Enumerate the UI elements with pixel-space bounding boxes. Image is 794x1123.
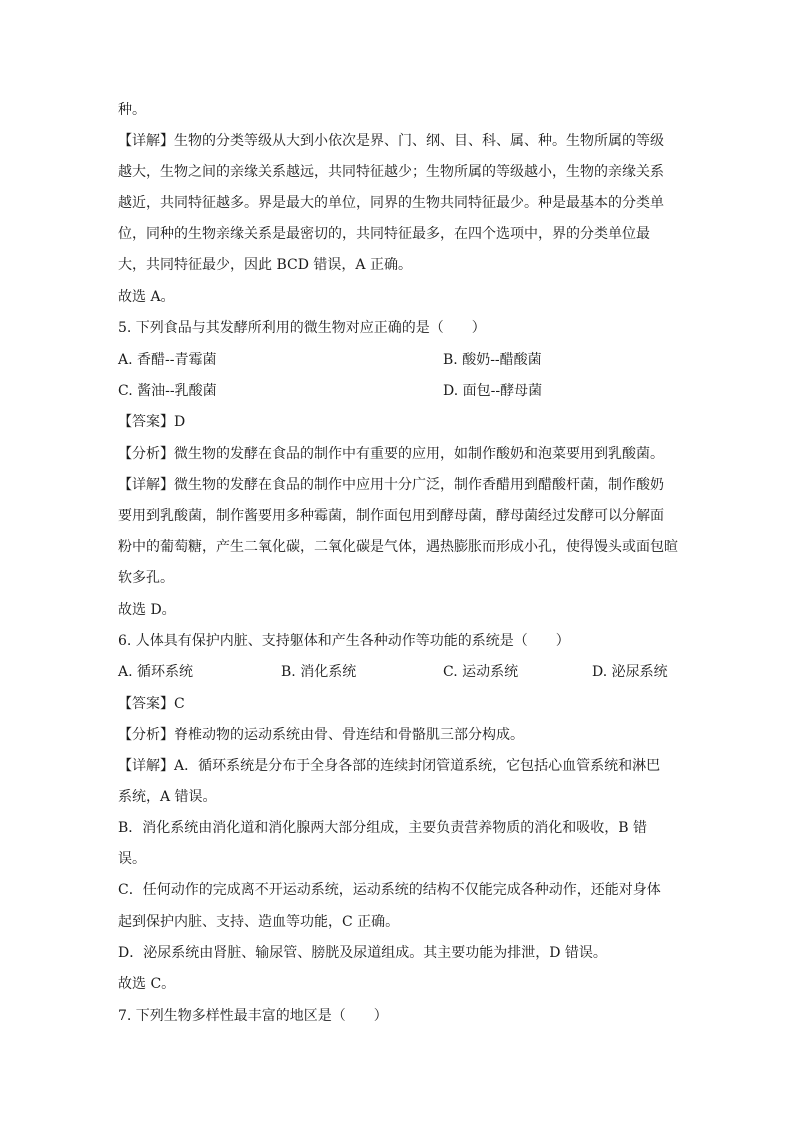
- explanation-line: 越近，共同特征越多。界是最大的单位，同界的生物共同特征最少。种是最基本的分类单: [118, 195, 664, 211]
- q6-option-a: A. 循环系统: [118, 664, 194, 680]
- explanation-line: 位，同种的生物亲缘关系是最密切的，共同特征最多，在四个选项中，界的分类单位最: [118, 226, 650, 242]
- q6-option-b: B. 消化系统: [281, 664, 357, 680]
- q6-option-c: C. 运动系统: [443, 664, 519, 680]
- q5-option-d: D. 面包--酵母菌: [443, 383, 543, 399]
- q6-selection: 故选 C。: [118, 976, 176, 992]
- q6-explanation-line: 误。: [118, 851, 146, 867]
- q6-explanation-line: B．消化系统由消化道和消化腺两大部分组成，主要负责营养物质的消化和吸收，B 错: [118, 820, 648, 836]
- q5-selection: 故选 D。: [118, 602, 176, 618]
- q5-explanation-line: 粉中的葡萄糖，产生二氧化碳，二氧化碳是气体，遇热膨胀而形成小孔，使得馒头或面包暄: [118, 539, 678, 555]
- q6-explanation-line: 【详解】A．循环系统是分布于全身各部的连续封闭管道系统，它包括心血管系统和淋巴: [118, 758, 661, 774]
- q6-answer: 【答案】C: [118, 696, 185, 712]
- explanation-line: 越大，生物之间的亲缘关系越远，共同特征越少；生物所属的等级越小，生物的亲缘关系: [118, 164, 664, 180]
- question-6: 6. 人体具有保护内脏、支持躯体和产生各种动作等功能的系统是（ ）: [118, 633, 570, 649]
- q6-option-d: D. 泌尿系统: [592, 664, 668, 680]
- explanation-line: 【详解】生物的分类等级从大到小依次是界、门、纲、目、科、属、种。生物所属的等级: [118, 133, 664, 149]
- q6-explanation-line: 系统，A 错误。: [118, 789, 217, 805]
- q5-option-a: A. 香醋--青霉菌: [118, 352, 217, 368]
- q5-option-c: C. 酱油--乳酸菌: [118, 383, 217, 399]
- q5-answer: 【答案】D: [118, 414, 186, 430]
- q6-explanation-line: C．任何动作的完成离不开运动系统，运动系统的结构不仅能完成各种动作，还能对身体: [118, 882, 661, 898]
- text-line: 种。: [118, 102, 146, 118]
- q5-explanation-line: 【详解】微生物的发酵在食品的制作中应用十分广泛，制作香醋用到醋酸杆菌，制作酸奶: [118, 477, 664, 493]
- question-5: 5. 下列食品与其发酵所利用的微生物对应正确的是（ ）: [118, 320, 486, 336]
- q5-option-b: B. 酸奶--醋酸菌: [443, 352, 542, 368]
- question-7: 7. 下列生物多样性最丰富的地区是（ ）: [118, 1008, 388, 1024]
- q6-explanation-line: D．泌尿系统由肾脏、输尿管、膀胱及尿道组成。其主要功能为排泄，D 错误。: [118, 945, 607, 961]
- q5-explanation-line: 软多孔。: [118, 570, 174, 586]
- q5-explanation-line: 要用到乳酸菌，制作酱要用多种霉菌，制作面包用到酵母菌，酵母菌经过发酵可以分解面: [118, 508, 664, 524]
- explanation-line: 大，共同特征最少，因此 BCD 错误，A 正确。: [118, 257, 412, 273]
- q6-explanation-line: 起到保护内脏、支持、造血等功能，C 正确。: [118, 914, 400, 930]
- answer-selection: 故选 A。: [118, 289, 175, 305]
- q5-analysis: 【分析】微生物的发酵在食品的制作中有重要的应用，如制作酸奶和泡菜要用到乳酸菌。: [118, 446, 664, 462]
- q6-analysis: 【分析】脊椎动物的运动系统由骨、骨连结和骨骼肌三部分构成。: [118, 727, 524, 743]
